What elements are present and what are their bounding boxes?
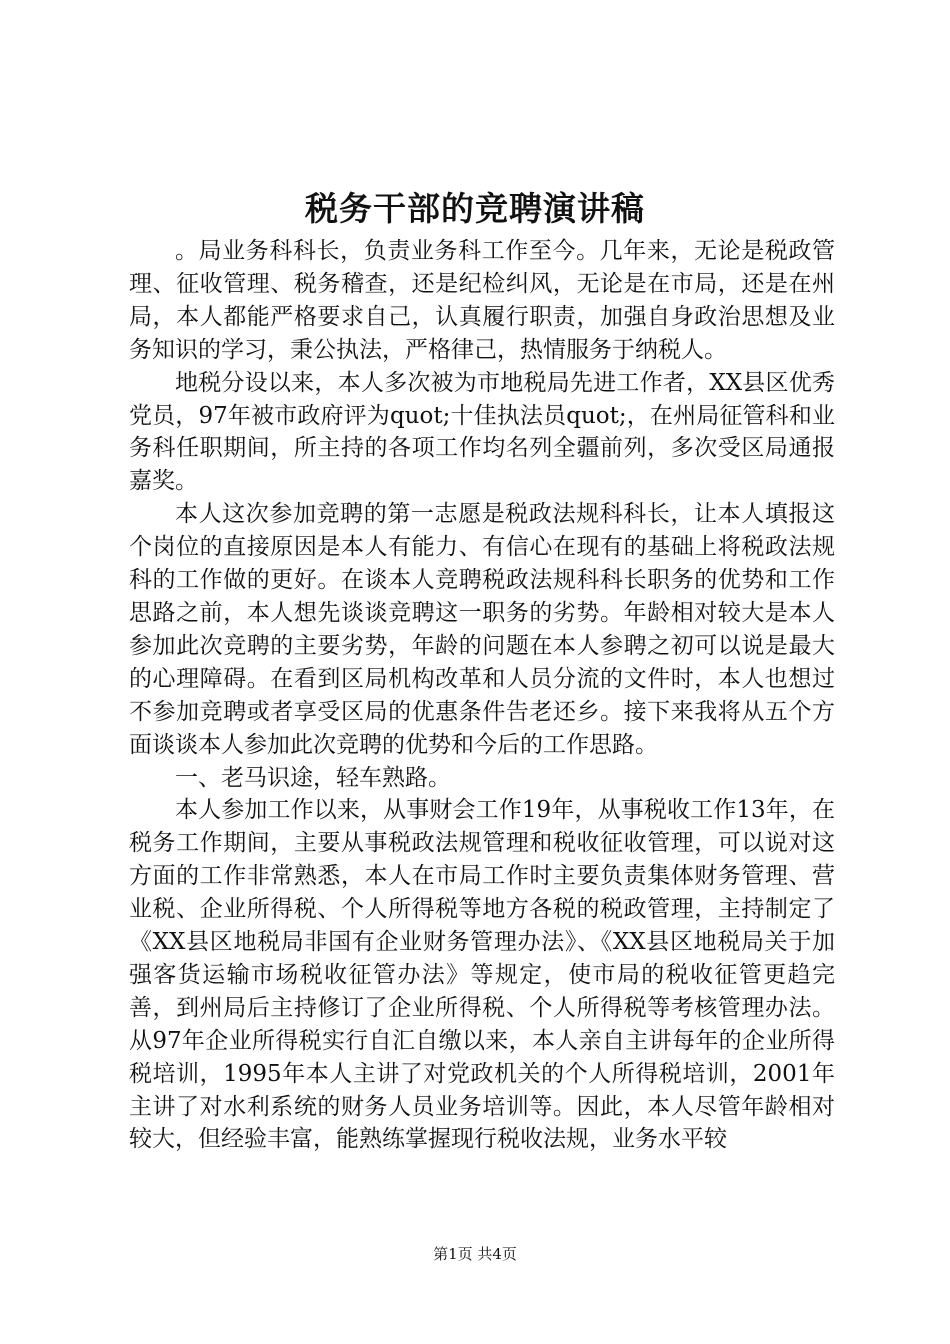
page-number-footer: 第1页 共4页 xyxy=(433,1245,517,1263)
paragraph: 地税分设以来，本人多次被为市地税局先进工作者，XX县区优秀党员，97年被市政府评为quot;十佳执法员quot;，在州局征管科和业务科任职期间，所主持的各项工作均名列全疆前列，多次受区局通报嘉奖。 xyxy=(129,369,835,495)
section-heading: 一、老马识途，轻车熟路。 xyxy=(175,764,451,791)
document-body xyxy=(129,235,835,1156)
paragraph: 本人这次参加竞聘的第一志愿是税政法规科科长，让本人填报这个岗位的直接原因是本人有能力、有信心在现有的基础上将税政法规科的工作做的更好。在谈本人竞聘税政法规科科长职务的优势和工作思路之前，本人想先谈谈竞聘这一职务的劣势。年龄相对较大是本人参加此次竞聘的主要劣势，年龄的问题在本人参聘之初可以说是最大的心理障碍。在看到区局机构改革和人员分流的文件时，本人也想过不参加竞聘或者享受区局的优惠条件告老还乡。接下来我将从五个方面谈谈本人参加此次竞聘的优势和今后的工作思路。 xyxy=(129,501,835,758)
paragraph: 。局业务科科长，负责业务科工作至今。几年来，无论是税政管理、征收管理、税务稽查，还是纪检纠风，无论是在市局，还是在州局，本人都能严格要求自己，认真履行职责，加强自身政治思想及业务知识的学习，秉公执法，严格律己，热情服务于纳税人。 xyxy=(129,238,835,363)
paragraph: 本人参加工作以来，从事财会工作19年，从事税收工作13年，在税务工作期间，主要从事税政法规管理和税收征收管理，可以说对这方面的工作非常熟悉，本人在市局工作时主要负责集体财务管理、营业税、企业所得税、个人所得税等地方各税的税政管理，主持制定了《XX县区地税局非国有企业财务管理办法》、《XX县区地税局关于加强客货运输市场税收征管办法》等规定，使市局的税收征管更趋完善，到州局后主持修订了企业所得税、个人所得税等考核管理办法。从97年企业所得税实行自汇自缴以来，本人亲自主讲每年的企业所得税培训，1995年本人主讲了对党政机关的个人所得税培训，2001年主讲了对水利系统的财务人员业务培训等。因此，本人尽管年龄相对较大，但经验丰富，能熟练掌握现行税收法规，业务水平较 xyxy=(129,797,835,1153)
document-title: 税务干部的竞聘演讲稿 xyxy=(305,189,645,228)
